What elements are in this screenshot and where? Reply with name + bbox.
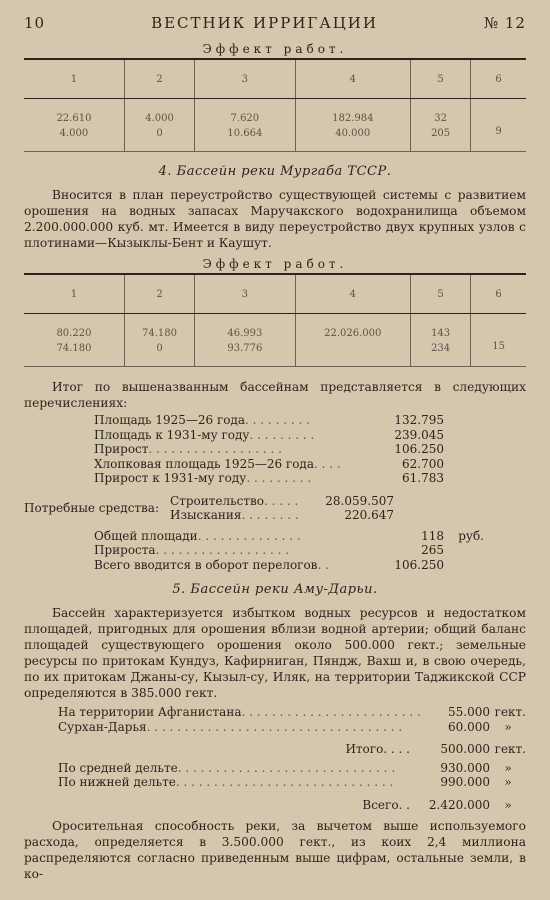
- leader-dots: . . . . . . . . . . . . . . . . . . . . . . . . . . . . .: [175, 775, 394, 789]
- list-item: [58, 775, 526, 790]
- list-item: [170, 508, 394, 523]
- page-number: 10: [24, 14, 46, 32]
- item-label: Площадь 1925—26 года: [94, 413, 246, 427]
- table-cell: 4.000: [124, 99, 194, 127]
- item-label: Итого: [345, 742, 384, 756]
- needs-block: [24, 494, 394, 523]
- needs-label: Потребные средства:: [24, 500, 160, 515]
- leader-dots: . . . . . . . . .: [246, 471, 312, 485]
- list-item: [94, 413, 444, 428]
- item-unit: гект.: [494, 705, 526, 719]
- journal-title: ВЕСТНИК ИРРИГАЦИИ: [151, 14, 378, 32]
- table2-col: 3: [195, 274, 295, 314]
- item-value: 60.000: [448, 719, 490, 734]
- item-value: 132.795: [394, 413, 444, 427]
- table-row: [24, 341, 526, 367]
- leader-dots: . . . . . . . . .: [249, 427, 315, 442]
- table1-col: 3: [195, 59, 295, 99]
- section4-heading: 4. Бассейн реки Мургаба ТССР.: [158, 164, 392, 179]
- section4-paragraph: Вносится в план переустройство существующей системы с развитием орошения на водных запасах Маручакского водохранилища объемом 2.200.000.000 куб. мт. Имеется в виду переустройство двух крупных узлов с плотинами—Кызыклы-Бент и Каушут.: [24, 188, 526, 250]
- table2-title: Эффект работ.: [202, 257, 348, 271]
- table1-col: 1: [24, 59, 124, 99]
- item-value: 930.000: [440, 760, 490, 775]
- totals-list: [94, 529, 484, 573]
- subtotal-row: [58, 742, 526, 757]
- item-unit: »: [504, 719, 512, 734]
- table-cell-merged: 9: [471, 99, 526, 152]
- item-value: 239.045: [394, 427, 444, 442]
- list-item: [94, 543, 484, 558]
- leader-dots: . . . . . . . . . . . . . . . . . . . . . . . . . . . . . . . . . .: [146, 719, 403, 734]
- table-cell: 0: [124, 126, 194, 152]
- item-label: Прироста: [94, 543, 156, 557]
- item-label: Площадь к 1931-му году: [94, 427, 250, 442]
- section5-paragraph: Бассейн характеризуется избытком водных ресурсов и недостатком площадей, пригодных для орошения вблизи водной артерии; общий баланс площадей существующего орошения около 500.000 гект.; земельные ресурсы по притокам Кундуз, Кафирниган, Пяндж, Вахш и, в свою очередь, по их притокам Джаны-су, Кызыл-су, Иляк, на территории Таджикской ССР определяются в 385.000 гект.: [24, 606, 526, 700]
- leader-dots: . . . . . . . .: [241, 508, 299, 522]
- item-label: По средней дельте: [58, 760, 178, 775]
- item-value: 106.250: [394, 557, 444, 572]
- leader-dots: . . . . . . . . . . . . . . . . . .: [155, 543, 290, 557]
- list-item: [58, 705, 526, 720]
- item-label: Строительство: [170, 493, 264, 508]
- table2-col: 5: [411, 274, 471, 314]
- item-value: 2.420.000: [428, 797, 490, 812]
- leader-dots: . . . . .: [263, 493, 299, 508]
- leader-dots: . . . .: [313, 456, 341, 471]
- item-value: 28.059.507: [325, 493, 394, 508]
- table-cell: 32: [411, 99, 471, 127]
- list-item: [58, 720, 526, 735]
- issue-number: № 12: [483, 14, 526, 32]
- item-value: 118: [421, 528, 444, 543]
- table-cell: 4.000: [24, 126, 124, 152]
- table2-col: 6: [471, 274, 526, 314]
- item-label: По нижней дельте: [58, 775, 176, 789]
- item-value: 220.647: [344, 508, 394, 522]
- table-row: [24, 99, 526, 127]
- item-label: Хлопковая площадь 1925—26 года: [94, 456, 314, 471]
- leader-dots: . .: [398, 797, 410, 812]
- list-item: [94, 529, 484, 544]
- table-cell: 182.984: [295, 99, 410, 127]
- section5-closing: Оросительная способность реки, за вычетом выше используемого расхода, определяется в 3.500.000 гект., из коих 2,4 миллиона распределяются согласно приведенным выше цифрам, остальные земли, в ко-: [24, 819, 526, 881]
- table-cell-merged: 15: [471, 314, 526, 367]
- list-item: [58, 761, 526, 776]
- item-unit: [444, 543, 484, 558]
- total-row: [58, 798, 526, 813]
- leader-dots: . . . . . . . . . . . . . . . . . .: [148, 442, 282, 456]
- table-cell: 234: [411, 341, 471, 367]
- table-cell: 0: [124, 341, 194, 367]
- item-label: Всего: [362, 797, 399, 812]
- table1-col: 4: [295, 59, 410, 99]
- item-value: 61.783: [402, 471, 444, 485]
- table-cell: 7.620: [195, 99, 295, 127]
- item-value: 55.000: [448, 705, 490, 719]
- leader-dots: . .: [317, 557, 329, 572]
- item-label: Прирост к 1931-му году: [94, 471, 247, 485]
- item-unit: »: [504, 775, 512, 789]
- list-item: [94, 428, 444, 443]
- table-cell: 93.776: [195, 341, 295, 367]
- item-unit: [444, 558, 484, 573]
- item-value: 62.700: [402, 456, 444, 471]
- list-item: [94, 471, 444, 486]
- section5-heading: 5. Бассейн реки Аму-Дарьи.: [172, 582, 378, 597]
- summary-list: [94, 413, 444, 486]
- table-cell: 10.664: [195, 126, 295, 152]
- table2-col: 1: [24, 274, 124, 314]
- item-unit: »: [504, 760, 512, 775]
- table1-col: 6: [471, 59, 526, 99]
- item-unit: гект.: [494, 742, 526, 756]
- table-cell: 46.993: [195, 314, 295, 342]
- table-cell: 143: [411, 314, 471, 342]
- item-label: Общей площади: [94, 528, 198, 543]
- table-cell: [295, 341, 410, 367]
- list-item: [94, 442, 444, 457]
- item-unit: »: [504, 797, 512, 812]
- table-cell: 74.180: [24, 341, 124, 367]
- summary-intro: Итог по вышеназванным бассейнам представляется в следующих перечислениях:: [24, 380, 526, 410]
- list-item: [94, 558, 484, 573]
- table2-col: 2: [124, 274, 194, 314]
- table1-col: 2: [124, 59, 194, 99]
- list-item: [170, 494, 394, 509]
- table-cell: 40.000: [295, 126, 410, 152]
- table2-col: 4: [295, 274, 410, 314]
- table1-title: Эффект работ.: [202, 42, 348, 56]
- page-header: [24, 14, 526, 32]
- table-cell: 22.610: [24, 99, 124, 127]
- effect-table-1: [24, 58, 526, 152]
- item-value: 990.000: [440, 775, 490, 789]
- item-label: Прирост: [94, 442, 149, 456]
- item-value: 500.000: [440, 742, 490, 756]
- leader-dots: . . . . . . . . .: [245, 413, 310, 427]
- item-label: Сурхан-Дарья: [58, 719, 147, 734]
- item-label: Всего вводится в оборот перелогов: [94, 557, 318, 572]
- table-cell: 80.220: [24, 314, 124, 342]
- item-label: Изыскания: [170, 508, 242, 522]
- item-value: 265: [421, 543, 444, 557]
- leader-dots: . . . .: [383, 742, 410, 756]
- item-value: 106.250: [394, 442, 444, 456]
- effect-table-2: [24, 273, 526, 367]
- table-cell: 205: [411, 126, 471, 152]
- table-cell: 74.180: [124, 314, 194, 342]
- leader-dots: . . . . . . . . . . . . . . . . . . . . . . . .: [241, 705, 421, 719]
- leader-dots: . . . . . . . . . . . . . .: [197, 528, 301, 543]
- list-item: [94, 457, 444, 472]
- table1-col: 5: [411, 59, 471, 99]
- table-cell: 22.026.000: [295, 314, 410, 342]
- leader-dots: . . . . . . . . . . . . . . . . . . . . . . . . . . . . .: [177, 760, 396, 775]
- table-row: [24, 126, 526, 152]
- afghan-list: [58, 705, 526, 812]
- item-label: На территории Афганистана: [58, 705, 242, 719]
- table-row: [24, 314, 526, 342]
- item-unit: руб.: [458, 528, 484, 543]
